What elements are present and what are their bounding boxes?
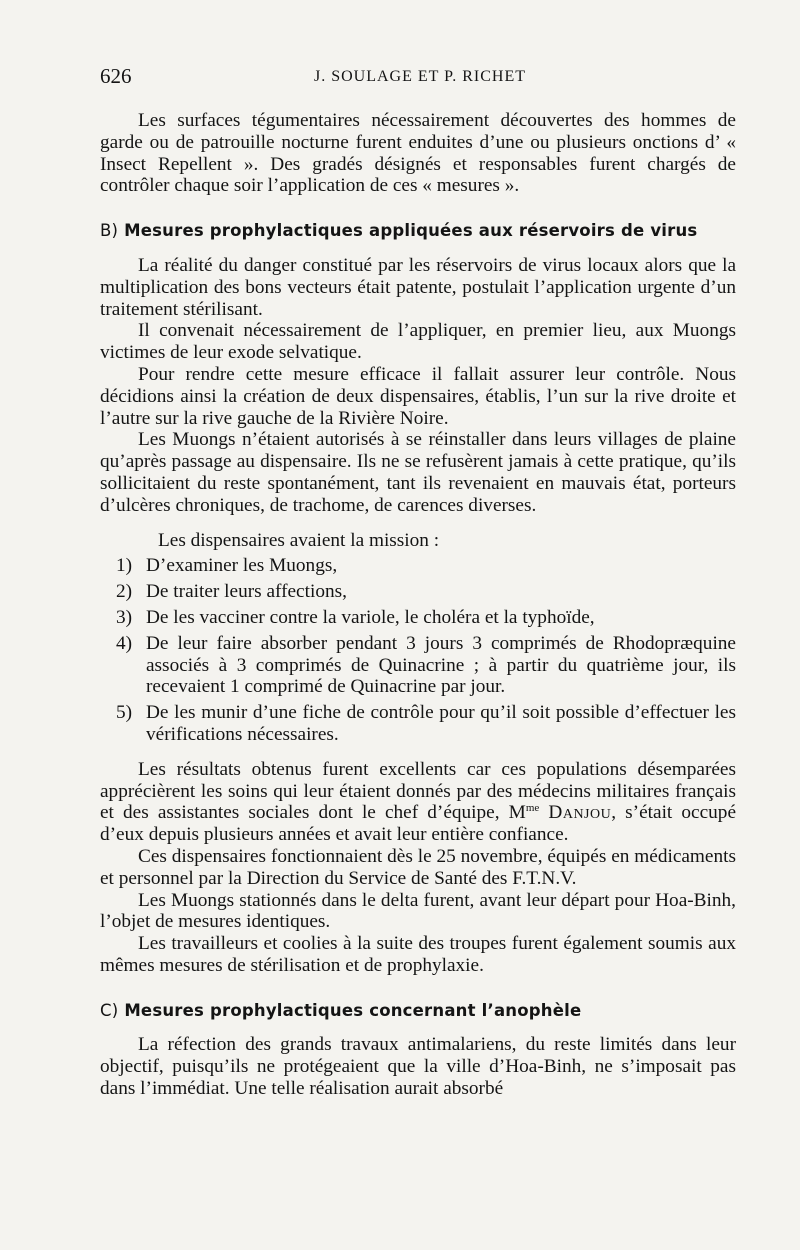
person-name: Danjou [548, 802, 612, 824]
section-b-paragraph-7: Les travailleurs et coolies à la suite des troupes furent également soumis aux mêmes mesures de stérilisation et de prophylaxie. [100, 933, 736, 976]
list-item [100, 633, 736, 698]
page-number: 626 [100, 64, 132, 88]
list-item [100, 581, 736, 603]
section-b-paragraph-1: La réalité du danger constitué par les réservoirs de virus locaux alors que la multiplication des bons vecteurs était patente, postulait l’application urgente d’un traitement stérilisant. [100, 254, 736, 320]
body-text [100, 110, 736, 1100]
running-head: J. SOULAGE ET P. RICHET [313, 68, 527, 85]
list-intro: Les dispensaires avaient la mission : [158, 529, 440, 551]
title-superscript: me [525, 802, 540, 815]
list-item-text: De les vacciner contre la variole, le choléra et la typhoïde, [146, 606, 595, 628]
mission-list [100, 555, 736, 745]
list-item [100, 555, 736, 577]
section-b-paragraph-4: Les Muongs n’étaient autorisés à se réinstaller dans leurs villages de plaine qu’après passage au dispensaire. Ils ne se refusèrent jamais à cette pratique, qu’ils sollicitaient du reste spontanément, tant ils revenaient en mauvais état, porteurs d’ulcères chroniques, de trachome, de carences diverses. [100, 429, 736, 516]
list-item-number: 4) [116, 632, 133, 654]
list-item-number: 2) [116, 581, 133, 603]
list-item-text: D’examiner les Muongs, [146, 555, 338, 577]
section-b-heading [100, 220, 736, 242]
results-text-end: , s’était occupé d’eux depuis plusieurs années et avait leur entière confiance. [100, 802, 737, 846]
section-b-label: B) [100, 221, 119, 241]
results-paragraph [100, 759, 736, 846]
list-item [100, 702, 736, 746]
list-item-text: De traiter leurs affections, [146, 581, 347, 603]
section-b-paragraph-5: Ces dispensaires fonctionnaient dès le 25 novembre, équipés en médicaments et personnel par la Direction du Service de Santé des F.T.N.V. [100, 845, 736, 889]
section-c-label: C) [100, 1000, 119, 1020]
section-b-paragraph-3: Pour rendre cette mesure efficace il fallait assurer leur contrôle. Nous décidions ainsi la création de deux dispensaires, établis, l’un sur la rive droite et l’autre sur la rive gauche de la Rivière Noire. [100, 363, 736, 429]
results-text-start: Les résultats obtenus furent excellents car ces populations désemparées apprécièrent les soins qui leur étaient donnés par des médecins militaires français et des assistantes sociales dont le chef d’équipe, M [100, 758, 736, 824]
section-c-title: Mesures prophylactiques concernant l’anophèle [124, 1000, 582, 1020]
section-b-title: Mesures prophylactiques appliquées aux réservoirs de virus [124, 221, 698, 241]
section-b-paragraph-2: Il convenait nécessairement de l’appliquer, en premier lieu, aux Muongs victimes de leur exode selvatique. [100, 320, 736, 364]
page-header [100, 64, 740, 94]
list-item-number: 3) [116, 606, 133, 628]
list-item [100, 607, 736, 629]
section-b-paragraph-6: Les Muongs stationnés dans le delta furent, avant leur départ pour Hoa-Binh, l’objet de mesures identiques. [100, 889, 736, 933]
intro-paragraph: Les surfaces tégumentaires nécessairement découvertes des hommes de garde ou de patrouille nocturne furent enduites d’une ou plusieurs onctions d’ « Insect Repellent ». Des gradés désignés et responsables furent chargés de contrôler chaque soir l’application de ces « mesures ». [100, 110, 736, 197]
section-c-paragraph-1: La réfection des grands travaux antimalariens, du reste limités dans leur objectif, puisqu’ils ne protégeaient que la ville d’Hoa-Binh, ne s’imposait pas dans l’immédiat. Une telle réalisation aurait absorbé [100, 1034, 736, 1100]
list-item-text: De leur faire absorber pendant 3 jours 3 comprimés de Rhodopræquine associés à 3 comprimés de Quinacrine ; à partir du quatrième jour, ils recevaient 1 comprimé de Quinacrine par jour. [146, 632, 736, 698]
section-c-heading [100, 1000, 736, 1022]
list-item-text: De les munir d’une fiche de contrôle pour qu’il soit possible d’effectuer les vérifications nécessaires. [146, 702, 736, 745]
list-item-number: 1) [116, 555, 133, 577]
list-item-number: 5) [116, 702, 133, 724]
